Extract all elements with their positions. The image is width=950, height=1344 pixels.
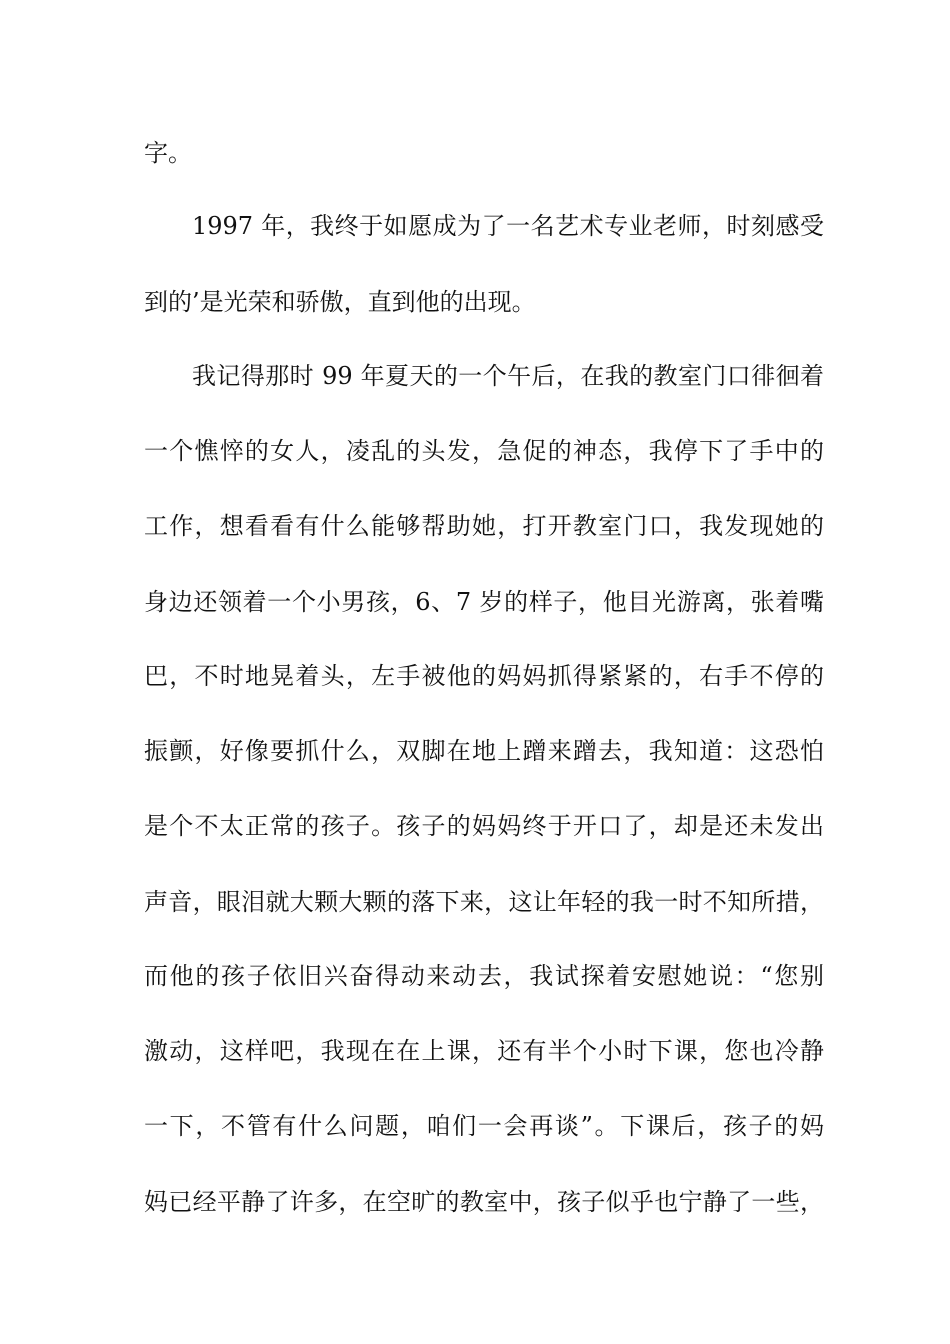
text-line: 一下，不管有什么问题，咱们一会再谈”。下课后，孩子的妈 — [144, 1112, 824, 1140]
text-line: 身边还领着一个小男孩，6、7 岁的样子，他目光游离，张着嘴 — [144, 588, 824, 616]
text-line: 声音，眼泪就大颗大颗的落下来，这让年轻的我一时不知所措， — [144, 888, 824, 916]
text-line: 巴，不时地晃着头，左手被他的妈妈抓得紧紧的，右手不停的 — [144, 662, 824, 690]
text-line: 是个不太正常的孩子。孩子的妈妈终于开口了，却是还未发出 — [144, 812, 824, 840]
text-line: 到的’是光荣和骄傲，直到他的出现。 — [144, 288, 536, 316]
text-line: 振颤，好像要抓什么，双脚在地上蹭来蹭去，我知道：这恐怕 — [144, 737, 824, 765]
text-line: 妈已经平静了许多，在空旷的教室中，孩子似乎也宁静了一些， — [144, 1188, 824, 1216]
paragraph-first-line: 1997 年，我终于如愿成为了一名艺术专业老师，时刻感受 — [192, 212, 824, 240]
text-line: 激动，这样吧，我现在在上课，还有半个小时下课，您也冷静 — [144, 1037, 824, 1065]
text-line: 工作，想看看有什么能够帮助她，打开教室门口，我发现她的 — [144, 512, 824, 540]
text-line: 字。 — [144, 139, 192, 167]
text-line: 一个憔悴的女人，凌乱的头发，急促的神态，我停下了手中的 — [144, 437, 824, 465]
paragraph-first-line: 我记得那时 99 年夏天的一个午后，在我的教室门口徘徊着 — [192, 362, 824, 390]
text-line: 而他的孩子依旧兴奋得动来动去，我试探着安慰她说：“您别 — [144, 962, 824, 990]
